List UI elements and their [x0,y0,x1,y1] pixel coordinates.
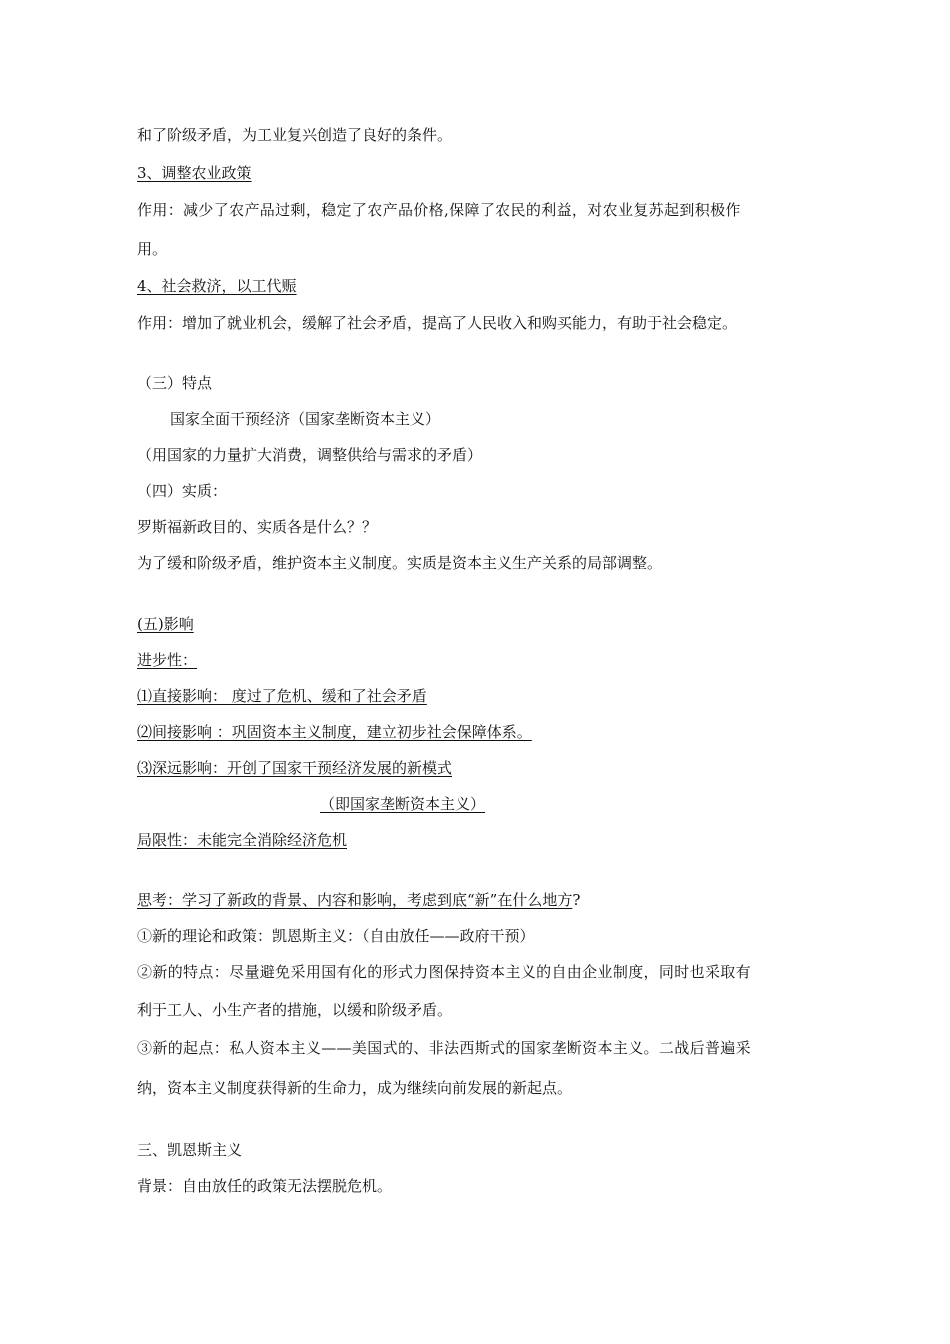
text-line: 为了缓和阶级矛盾，维护资本主义制度。实质是资本主义生产关系的局部调整。 [137,554,663,572]
text-line: 用。 [137,240,168,258]
text-line: ③新的起点：私人资本主义——美国式的、非法西斯式的国家垄断资本主义。二战后普遍采 [137,1039,752,1057]
section-heading-impact: (五)影响 [137,615,194,633]
text-line: 进步性： [137,651,198,669]
text-line: 利于工人、小生产者的措施，以缓和阶级矛盾。 [137,1001,453,1019]
text-line: 作用：增加了就业机会，缓解了社会矛盾，提高了人民收入和购买能力，有助于社会稳定。 [137,314,738,332]
text-line: ②新的特点：尽量避免采用国有化的形式力图保持资本主义的自由企业制度，同时也采取有 [137,963,752,981]
text-line: 局限性：未能完全消除经济危机 [137,831,348,849]
think-question: 思考：学习了新政的背景、内容和影响，考虑到底“新”在什么地方 [137,891,573,909]
section-heading-relief: 4、社会救济，以工代赈 [137,277,297,295]
section-heading-keynes: 三、凯恩斯主义 [137,1141,243,1159]
text-line [137,890,580,910]
text-line: 罗斯福新政目的、实质各是什么？？ [137,518,378,536]
section-heading-essence: （四）实质： [137,482,228,500]
text-line: ⑴直接影响： 度过了危机、缓和了社会矛盾 [137,687,427,705]
text-line: 背景：自由放任的政策无法摆脱危机。 [137,1177,393,1195]
question-mark: ? [572,891,581,909]
text-line: （用国家的力量扩大消费，调整供给与需求的矛盾） [137,446,483,464]
text-line: 国家全面干预经济（国家垄断资本主义） [170,410,441,428]
text-line: 纳，资本主义制度获得新的生命力，成为继续向前发展的新起点。 [137,1079,573,1097]
text-line: 作用：减少了农产品过剩，稳定了农产品价格,保障了农民的利益，对农业复苏起到积极作 [137,201,741,219]
text-line: ⑵间接影响 ：巩固资本主义制度，建立初步社会保障体系。 [137,723,532,741]
text-line: ⑶深远影响：开创了国家干预经济发展的新模式 [137,759,453,777]
text-line: 和了阶级矛盾，为工业复兴创造了良好的条件。 [137,126,453,144]
section-heading-features: （三）特点 [137,374,213,392]
section-heading-agriculture: 3、调整农业政策 [137,164,252,182]
text-line: （即国家垄断资本主义） [320,795,486,813]
text-line: ①新的理论和政策：凯恩斯主义：（自由放任——政府干预） [137,927,535,945]
